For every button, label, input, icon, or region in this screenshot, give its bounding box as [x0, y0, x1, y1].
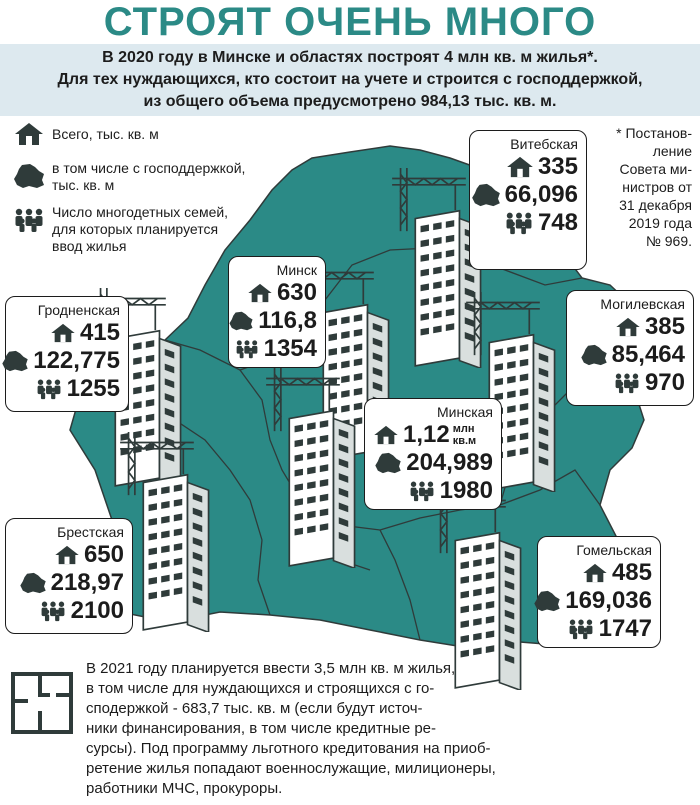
families-value: 2100 — [70, 597, 124, 624]
family-icon — [504, 210, 534, 236]
belarus-map-icon — [374, 451, 402, 475]
family-icon — [35, 377, 63, 401]
families-value: 1980 — [439, 477, 493, 504]
region-card-minsk-city — [228, 256, 326, 368]
house-icon — [506, 155, 534, 179]
state-support-value: 85,464 — [611, 341, 685, 368]
state-support-value: 218,97 — [50, 569, 124, 596]
bottom-note — [0, 657, 700, 805]
total-value: 415 — [79, 319, 120, 346]
legend-state — [12, 160, 245, 194]
family-icon — [613, 371, 641, 395]
region-card-vitebsk — [469, 130, 587, 270]
legend-families — [12, 204, 228, 255]
belarus-map-icon — [228, 310, 254, 332]
legend-state-label — [52, 160, 245, 194]
state-support-value: 66,096 — [504, 181, 578, 208]
family-icon — [39, 599, 67, 623]
family-icon — [408, 479, 436, 503]
family-icon — [234, 338, 260, 360]
legend-text-line: для которых планируется — [52, 221, 219, 237]
belarus-map-icon — [1, 349, 29, 373]
belarus-map-icon — [533, 589, 561, 613]
floor-plan-icon — [10, 671, 74, 735]
house-icon — [615, 316, 641, 338]
house-icon — [12, 120, 46, 150]
total-value: 485 — [611, 559, 652, 586]
house-icon — [373, 424, 399, 446]
legend-text-line: в том числе с господдержкой, — [52, 160, 246, 176]
subtitle-band — [0, 44, 700, 116]
region-name: Минская — [436, 404, 493, 420]
total-value: 650 — [83, 541, 124, 568]
region-name: Могилевская — [600, 296, 685, 312]
total-value: 1,12 — [403, 421, 450, 448]
house-icon — [54, 544, 80, 566]
bottom-text-line: сподержкой - 683,7 тыс. кв. м (если будут источ- — [86, 700, 423, 717]
total-value: 385 — [644, 313, 685, 340]
footnote-line: * Постанов- — [616, 125, 692, 141]
belarus-map-icon — [580, 343, 608, 367]
region-name: Брестская — [57, 524, 124, 540]
legend-text-line: ввод жилья — [52, 238, 127, 254]
family-icon — [567, 617, 595, 641]
state-support-value: 116,8 — [258, 307, 317, 334]
legend-total — [12, 120, 159, 150]
house-icon — [582, 562, 608, 584]
region-name: Гродненская — [37, 302, 120, 318]
belarus-map-icon — [12, 160, 46, 190]
bottom-text-line: сурсы). Под программу льготного кредитования на приоб- — [86, 740, 491, 757]
footnote-line: 2019 года — [628, 215, 692, 231]
bottom-text — [86, 659, 556, 799]
region-card-gomel — [537, 536, 661, 648]
region-name: Витебская — [510, 136, 578, 152]
bottom-text-line: ретение жилья попадают военнослужащие, милиционеры, — [86, 760, 496, 777]
region-card-minsk-region — [364, 398, 502, 510]
state-support-value: 169,036 — [565, 587, 652, 614]
legend-families-label — [52, 204, 228, 255]
subtitle-line: Для тех нуждающихся, кто состоит на учете и строится с господдержкой, — [57, 71, 643, 88]
region-name: Минск — [276, 262, 317, 278]
footnote-line: Совета ми- — [619, 161, 692, 177]
bottom-text-line: работники МЧС, прокуроры. — [86, 780, 283, 797]
footnote-line: 31 декабря — [619, 197, 692, 213]
region-card-brest — [5, 518, 133, 634]
bottom-text-line: в том числе для нуждающихся и строящихся с го- — [86, 680, 435, 697]
house-icon — [247, 282, 273, 304]
page-title: СТРОЯТ ОЧЕНЬ МНОГО — [103, 0, 597, 44]
families-value: 1747 — [598, 615, 652, 642]
bottom-text-line: В 2021 году планируется ввести 3,5 млн кв. м жилья, — [86, 660, 456, 677]
bottom-text-line: ники финансирования, в том числе кредитные ре- — [86, 720, 437, 737]
region-name: Гомельская — [576, 542, 652, 558]
legend-total-label: Всего, тыс. кв. м — [52, 126, 159, 142]
families-value: 1255 — [66, 375, 120, 402]
region-card-grodno — [5, 296, 129, 412]
total-unit: млн кв.м — [452, 423, 477, 447]
house-icon — [50, 322, 76, 344]
belarus-map-icon — [19, 571, 47, 595]
subtitle-line: В 2020 году в Минске и областях построят 4 млн кв. м жилья*. — [102, 49, 598, 66]
footnote-line: нистров от — [622, 179, 692, 195]
family-icon — [12, 204, 46, 234]
subtitle-line: из общего объема предусмотрено 984,13 тыс. кв. м. — [143, 93, 557, 110]
footnote — [600, 124, 692, 250]
total-value: 630 — [276, 279, 317, 306]
state-support-value: 204,989 — [406, 449, 493, 476]
belarus-map-icon — [471, 182, 501, 208]
state-support-value: 122,775 — [33, 347, 120, 374]
legend-text-line: Число многодетных семей, — [52, 204, 229, 220]
region-card-mogilev — [566, 290, 694, 406]
footnote-line: № 969. — [645, 233, 692, 249]
families-value: 970 — [644, 369, 685, 396]
total-value: 335 — [537, 153, 578, 180]
legend-text-line: тыс. кв. м — [52, 177, 115, 193]
footnote-line: ление — [652, 143, 692, 159]
families-value: 748 — [537, 209, 578, 236]
families-value: 1354 — [263, 335, 317, 362]
